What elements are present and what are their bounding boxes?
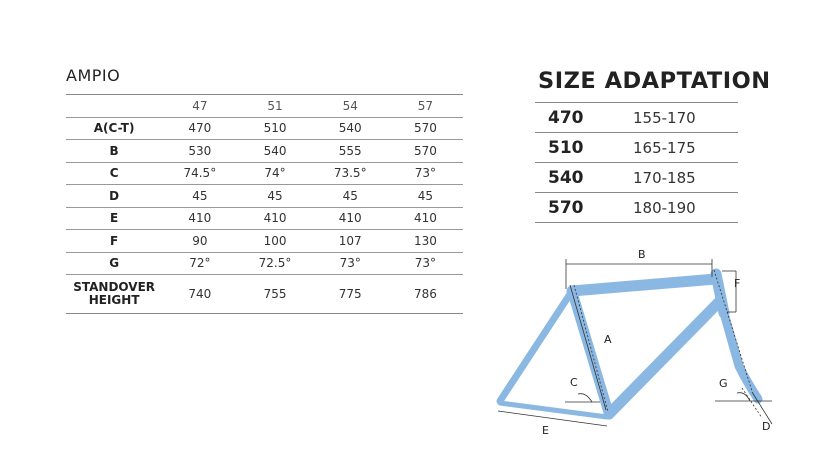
dimension-label-g: G <box>719 377 728 390</box>
cell-value: 73.5° <box>333 166 367 181</box>
cell-value: 510 <box>263 121 287 136</box>
height-range: 170-185 <box>633 168 696 187</box>
cell-value: 540 <box>263 143 287 158</box>
cell-value: 130 <box>413 233 437 248</box>
height-range: 155-170 <box>633 108 696 127</box>
fork <box>724 313 758 399</box>
cell-value: 410 <box>263 211 287 226</box>
cell-value: 100 <box>263 233 287 248</box>
seat-stay <box>500 291 572 401</box>
cell-value: 555 <box>338 143 362 158</box>
dimension-g-arc <box>737 393 750 401</box>
size-value: 470 <box>548 107 584 128</box>
cell-value: 72° <box>189 256 211 271</box>
cell-value: 470 <box>188 121 212 136</box>
geometry-size-header: 54 <box>342 98 358 113</box>
cell-value: 45 <box>267 188 283 203</box>
cell-value: 540 <box>338 121 362 136</box>
dimension-label-b: B <box>638 248 646 261</box>
cell-value: 410 <box>338 211 362 226</box>
row-label: G <box>109 256 120 271</box>
top-tube <box>572 279 716 291</box>
cell-value: 90 <box>192 233 208 248</box>
cell-value: 73° <box>414 166 437 181</box>
cell-value: 72.5° <box>258 256 292 271</box>
cell-value: 45 <box>417 188 434 203</box>
cell-value: 775 <box>338 287 362 301</box>
cell-value: 73° <box>414 256 437 271</box>
cell-value: 74.5° <box>183 166 217 181</box>
size-value: 570 <box>548 197 584 218</box>
dimension-label-a: A <box>604 333 612 346</box>
cell-value: 107 <box>338 233 362 248</box>
dimension-a-line <box>570 285 606 410</box>
row-label: B <box>109 143 119 158</box>
frame-tubes <box>500 274 758 417</box>
row-label: D <box>109 188 120 203</box>
cell-value: 570 <box>413 121 437 136</box>
row-label-line: HEIGHT <box>88 293 140 307</box>
seat-tube <box>572 291 609 414</box>
row-label: A(C-T) <box>93 121 135 136</box>
cell-value: 73° <box>339 256 361 271</box>
size-adaptation-title: SIZE ADAPTATION <box>538 68 771 94</box>
height-range: 180-190 <box>633 198 696 217</box>
row-label-line: STANDOVER <box>73 280 156 294</box>
dimension-c-arc <box>578 394 592 402</box>
cell-value: 755 <box>263 287 287 301</box>
cell-value: 530 <box>188 143 212 158</box>
geometry-size-header: 51 <box>267 98 283 113</box>
size-value: 510 <box>548 137 584 158</box>
row-label: C <box>109 166 119 181</box>
dimension-label-d: D <box>762 420 771 433</box>
geometry-title: AMPIO <box>66 66 121 85</box>
head-tube <box>716 274 724 313</box>
cell-value: 45 <box>192 188 208 203</box>
height-range: 165-175 <box>633 138 696 157</box>
row-label: E <box>110 211 119 226</box>
dimension-label-c: C <box>570 376 578 389</box>
geometry-size-header: 47 <box>192 98 208 113</box>
dimension-label-f: F <box>734 277 741 290</box>
chain-stay <box>500 403 607 417</box>
down-tube <box>609 301 720 414</box>
cell-value: 740 <box>188 287 212 301</box>
cell-value: 410 <box>413 211 437 226</box>
cell-value: 45 <box>342 188 358 203</box>
size-value: 540 <box>548 167 584 188</box>
row-label: F <box>110 233 119 248</box>
geometry-size-header: 57 <box>417 98 434 113</box>
cell-value: 74° <box>264 166 286 181</box>
cell-value: 786 <box>413 287 437 301</box>
dimension-label-e: E <box>542 424 549 437</box>
cell-value: 410 <box>188 211 212 226</box>
cell-value: 570 <box>413 143 437 158</box>
